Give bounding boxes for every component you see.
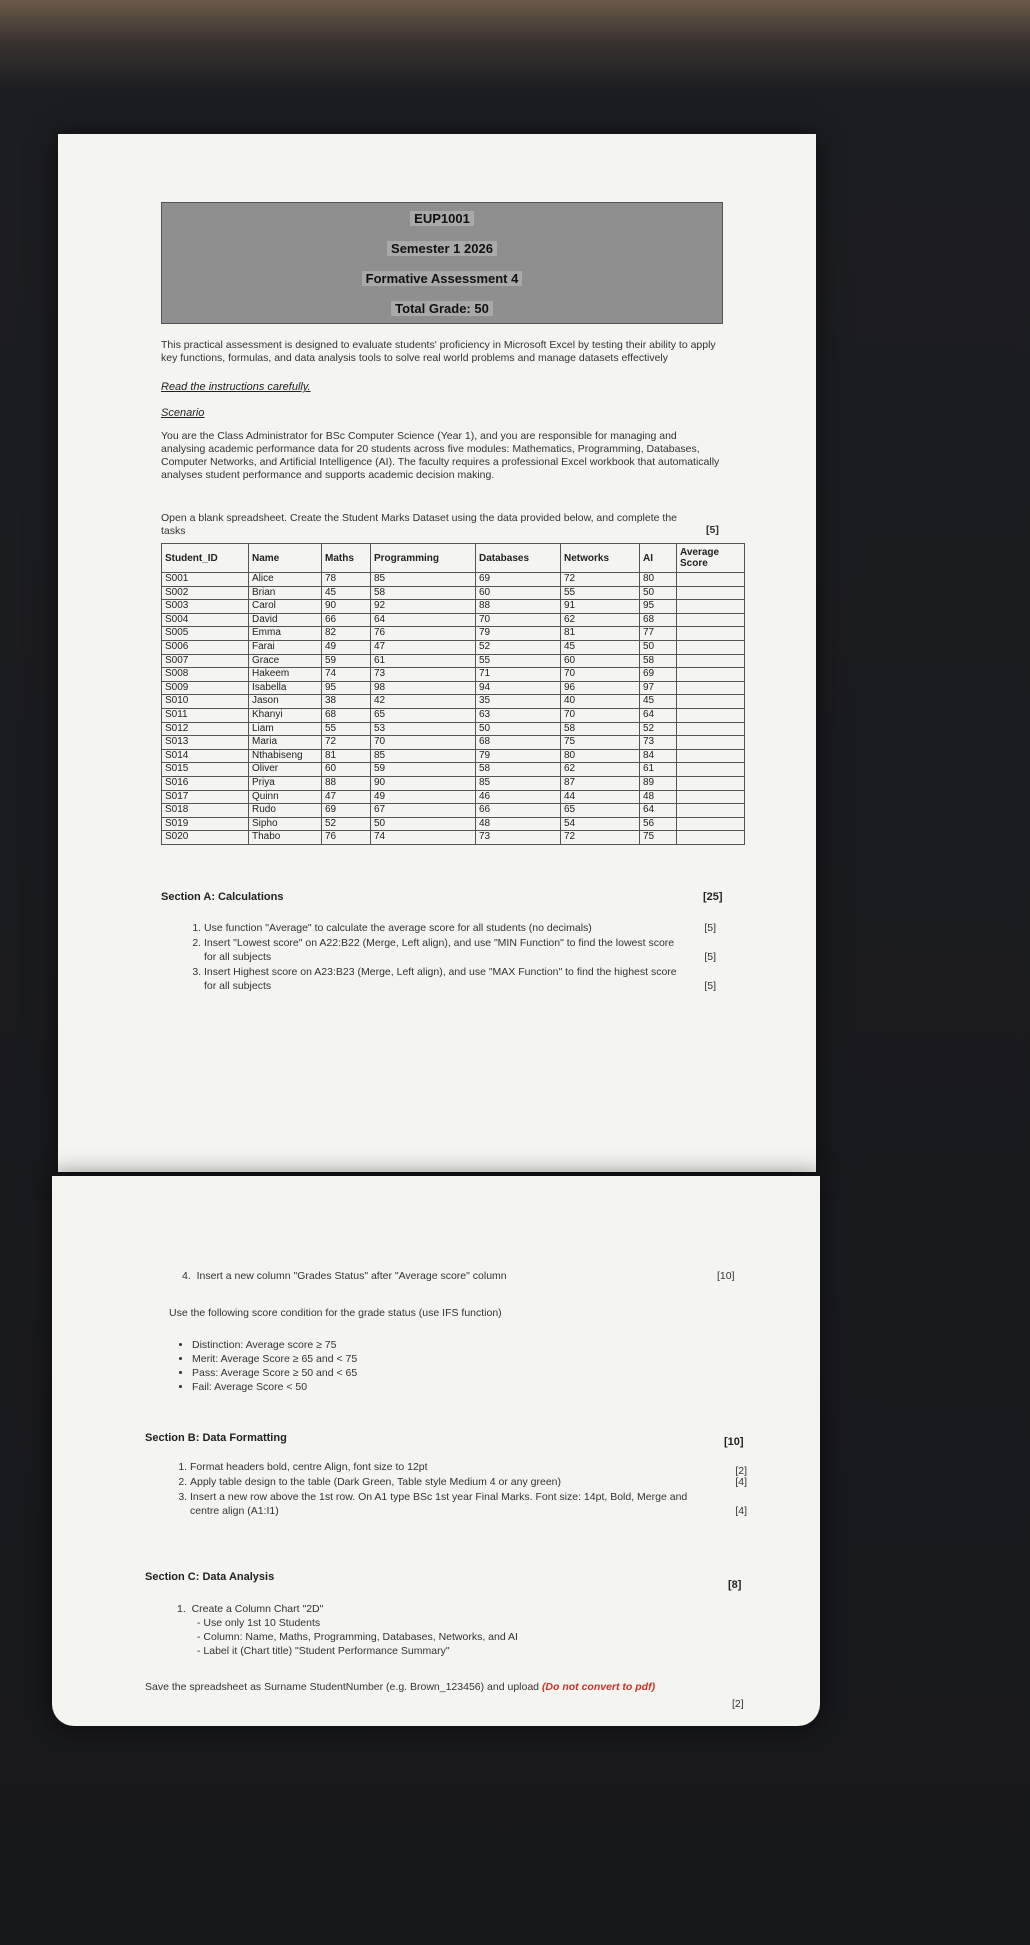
chart-task-students: - Use only 1st 10 Students	[197, 1617, 321, 1629]
table-cell: 73	[476, 831, 561, 845]
table-cell: 70	[371, 736, 476, 750]
table-row	[162, 681, 745, 695]
table-cell: 62	[561, 763, 640, 777]
table-cell: Maria	[249, 736, 322, 750]
table-cell: Oliver	[249, 763, 322, 777]
table-cell	[677, 790, 745, 804]
table-cell	[677, 831, 745, 845]
table-cell: David	[249, 613, 322, 627]
header-name: Name	[249, 544, 322, 573]
table-cell: 89	[640, 776, 677, 790]
table-cell: 55	[322, 722, 371, 736]
table-cell: 46	[476, 790, 561, 804]
table-cell: 80	[561, 749, 640, 763]
scenario-paragraph: You are the Class Administrator for BSc Computer Science (Year 1), and you are responsible for managing and analysing academic performance data for 20 students across five modules: Mathematics, Programming, Databases, Computer Networks, and Artificial Intelligence (AI). The faculty requires a professional Excel workbook that automatically analyses student performance and supports academic decision making.	[161, 430, 720, 481]
table-cell	[677, 695, 745, 709]
table-cell	[677, 573, 745, 587]
table-row	[162, 586, 745, 600]
table-cell	[677, 613, 745, 627]
table-row	[162, 695, 745, 709]
table-cell: S020	[162, 831, 249, 845]
table-row	[162, 776, 745, 790]
table-cell: S019	[162, 817, 249, 831]
table-cell: 66	[476, 804, 561, 818]
table-cell	[677, 817, 745, 831]
table-cell	[677, 804, 745, 818]
read-instructions: Read the instructions carefully.	[161, 381, 311, 393]
table-row	[162, 573, 745, 587]
table-cell: S011	[162, 708, 249, 722]
grade-conditions-list	[152, 1338, 357, 1394]
table-cell: Hakeem	[249, 668, 322, 682]
table-cell: 64	[640, 708, 677, 722]
table-cell: 69	[322, 804, 371, 818]
intro-paragraph: This practical assessment is designed to evaluate students' proficiency in Microsoft Excel by testing their ability to apply key functions, formulas, and data analysis tools to solve real world problems and manage datasets effectively	[161, 339, 716, 364]
table-cell: 85	[371, 573, 476, 587]
table-cell: 45	[322, 586, 371, 600]
table-cell: S014	[162, 749, 249, 763]
table-cell: S002	[162, 586, 249, 600]
table-cell: 76	[322, 831, 371, 845]
condition-pass: • Pass: Average Score ≥ 50 and < 65	[192, 1366, 357, 1380]
table-cell: Nthabiseng	[249, 749, 322, 763]
table-cell: 58	[371, 586, 476, 600]
table-cell: 75	[640, 831, 677, 845]
table-cell: 65	[561, 804, 640, 818]
table-cell	[677, 668, 745, 682]
table-cell: Khanyi	[249, 708, 322, 722]
table-cell: Alice	[249, 573, 322, 587]
condition-fail: • Fail: Average Score < 50	[192, 1380, 357, 1394]
table-cell: 60	[322, 763, 371, 777]
question-4-number: 4.	[182, 1270, 197, 1282]
table-cell: 77	[640, 627, 677, 641]
table-cell: 84	[640, 749, 677, 763]
table-cell: 70	[476, 613, 561, 627]
table-cell: Thabo	[249, 831, 322, 845]
table-cell: 63	[476, 708, 561, 722]
format-question-3: 3. Insert a new row above the 1st row. On A1 type BSc 1st year Final Marks. Font size: 14pt, Bold, Merge and centre align (A1:I1) [4]	[190, 1490, 747, 1518]
condition-distinction: • Distinction: Average score ≥ 75	[192, 1338, 357, 1352]
table-cell: 70	[561, 708, 640, 722]
table-cell: 49	[371, 790, 476, 804]
table-cell: 96	[561, 681, 640, 695]
table-cell: S006	[162, 640, 249, 654]
table-row	[162, 763, 745, 777]
table-cell: 53	[371, 722, 476, 736]
table-cell: 54	[561, 817, 640, 831]
table-cell: 49	[322, 640, 371, 654]
table-cell: 40	[561, 695, 640, 709]
condition-intro: Use the following score condition for the grade status (use IFS function)	[169, 1307, 502, 1319]
format-question-3-mark: [4]	[735, 1505, 747, 1517]
question-2: 2. Insert "Lowest score" on A22:B22 (Merge, Left align), and use "MIN Function" to find the lowest score for all subjects [5]	[204, 936, 716, 964]
table-cell: Jason	[249, 695, 322, 709]
table-cell: 90	[371, 776, 476, 790]
table-cell: 81	[561, 627, 640, 641]
format-question-2-mark: [4]	[735, 1476, 747, 1488]
table-cell: S016	[162, 776, 249, 790]
table-cell: 81	[322, 749, 371, 763]
question-4-mark: [10]	[717, 1270, 735, 1282]
question-3: 3. Insert Highest score on A23:B23 (Merge, Left align), and use "MAX Function" to find the highest score for all subjects [5]	[204, 965, 716, 993]
save-mark: [2]	[732, 1698, 744, 1710]
table-cell: 47	[322, 790, 371, 804]
table-cell: Liam	[249, 722, 322, 736]
document-page-2	[52, 1176, 820, 1726]
table-cell: 87	[561, 776, 640, 790]
table-cell: Farai	[249, 640, 322, 654]
table-cell: 61	[371, 654, 476, 668]
table-cell: Grace	[249, 654, 322, 668]
table-cell: 38	[322, 695, 371, 709]
table-cell: 90	[322, 600, 371, 614]
scenario-heading: Scenario	[161, 407, 205, 419]
section-b-questions	[172, 1460, 747, 1519]
table-cell: S001	[162, 573, 249, 587]
table-cell: 71	[476, 668, 561, 682]
table-row	[162, 613, 745, 627]
table-cell: 91	[561, 600, 640, 614]
header-maths: Maths	[322, 544, 371, 573]
table-cell	[677, 776, 745, 790]
table-cell: S012	[162, 722, 249, 736]
table-cell: 52	[322, 817, 371, 831]
table-cell: 68	[640, 613, 677, 627]
table-cell: S010	[162, 695, 249, 709]
question-2-mark: [5]	[704, 951, 716, 963]
table-cell: 85	[476, 776, 561, 790]
condition-merit: • Merit: Average Score ≥ 65 and < 75	[192, 1352, 357, 1366]
table-cell: 45	[561, 640, 640, 654]
assessment-header	[161, 202, 723, 324]
table-row	[162, 708, 745, 722]
header-ai: AI	[640, 544, 677, 573]
table-cell: 64	[640, 804, 677, 818]
table-cell: 88	[476, 600, 561, 614]
table-cell: 69	[640, 668, 677, 682]
section-b-title: Section B: Data Formatting	[145, 1432, 287, 1444]
task-intro-mark: [5]	[706, 524, 719, 536]
table-cell: 98	[371, 681, 476, 695]
format-question-2: 2. Apply table design to the table (Dark Green, Table style Medium 4 or any green) [4]	[190, 1475, 747, 1489]
table-cell: 95	[640, 600, 677, 614]
table-cell: 52	[476, 640, 561, 654]
table-cell: 55	[561, 586, 640, 600]
table-cell: 64	[371, 613, 476, 627]
table-cell: 92	[371, 600, 476, 614]
table-row	[162, 736, 745, 750]
table-cell: 50	[476, 722, 561, 736]
table-cell: S009	[162, 681, 249, 695]
section-c-mark: [8]	[728, 1579, 742, 1591]
table-cell: Isabella	[249, 681, 322, 695]
table-cell: 74	[371, 831, 476, 845]
document-page-1	[58, 134, 816, 1172]
table-cell: 61	[640, 763, 677, 777]
table-cell: S018	[162, 804, 249, 818]
table-cell: 47	[371, 640, 476, 654]
table-cell: 95	[322, 681, 371, 695]
table-row	[162, 722, 745, 736]
table-row	[162, 640, 745, 654]
question-1-mark: [5]	[704, 922, 716, 934]
table-cell: 75	[561, 736, 640, 750]
table-cell: 72	[561, 573, 640, 587]
table-cell: 88	[322, 776, 371, 790]
section-c-title: Section C: Data Analysis	[145, 1571, 275, 1583]
table-cell: Brian	[249, 586, 322, 600]
table-cell: 79	[476, 749, 561, 763]
table-cell: 73	[640, 736, 677, 750]
table-row	[162, 749, 745, 763]
table-cell: 59	[371, 763, 476, 777]
table-cell	[677, 722, 745, 736]
table-cell	[677, 681, 745, 695]
task-intro: Open a blank spreadsheet. Create the Student Marks Dataset using the data provided below, and complete the tasks	[161, 512, 677, 537]
header-programming: Programming	[371, 544, 476, 573]
section-c-tasks	[177, 1602, 518, 1658]
total-grade: Total Grade: 50	[391, 301, 493, 316]
table-cell: 58	[640, 654, 677, 668]
table-cell: Sipho	[249, 817, 322, 831]
assessment-title: Formative Assessment 4	[362, 271, 523, 286]
table-cell: 69	[476, 573, 561, 587]
chart-task-columns: - Column: Name, Maths, Programming, Databases, Networks, and AI	[197, 1631, 518, 1643]
section-b-mark: [10]	[724, 1436, 744, 1448]
table-cell: 58	[476, 763, 561, 777]
table-cell: 50	[371, 817, 476, 831]
table-cell: 45	[640, 695, 677, 709]
table-cell: 52	[640, 722, 677, 736]
table-cell: 55	[476, 654, 561, 668]
table-cell: S004	[162, 613, 249, 627]
table-body	[162, 573, 745, 845]
table-cell: 72	[322, 736, 371, 750]
table-cell: 82	[322, 627, 371, 641]
course-code: EUP1001	[410, 211, 474, 226]
table-row	[162, 790, 745, 804]
table-cell: 79	[476, 627, 561, 641]
table-cell: 50	[640, 640, 677, 654]
table-cell: S013	[162, 736, 249, 750]
table-cell: S008	[162, 668, 249, 682]
table-cell: 48	[476, 817, 561, 831]
table-row	[162, 627, 745, 641]
table-cell: 56	[640, 817, 677, 831]
table-cell: 73	[371, 668, 476, 682]
table-cell: 42	[371, 695, 476, 709]
table-cell: S003	[162, 600, 249, 614]
question-1: 1. Use function "Average" to calculate the average score for all students (no decimals) [5]	[204, 921, 716, 935]
table-cell: 58	[561, 722, 640, 736]
header-student-id: Student_ID	[162, 544, 249, 573]
table-cell: 62	[561, 613, 640, 627]
format-question-1: 1. Format headers bold, centre Align, font size to 12pt [2]	[190, 1460, 747, 1474]
header-databases: Databases	[476, 544, 561, 573]
table-cell	[677, 654, 745, 668]
table-cell: 67	[371, 804, 476, 818]
table-cell: 68	[322, 708, 371, 722]
header-networks: Networks	[561, 544, 640, 573]
table-row	[162, 804, 745, 818]
table-cell: 76	[371, 627, 476, 641]
table-cell: Emma	[249, 627, 322, 641]
table-cell	[677, 763, 745, 777]
table-cell: Rudo	[249, 804, 322, 818]
table-cell	[677, 627, 745, 641]
question-4: 4. Insert a new column "Grades Status" after "Average score" column	[182, 1270, 507, 1282]
format-question-1-mark: [2]	[735, 1465, 747, 1477]
table-cell: S017	[162, 790, 249, 804]
question-3-mark: [5]	[704, 980, 716, 992]
student-marks-table	[161, 543, 745, 845]
table-row	[162, 668, 745, 682]
table-cell: S005	[162, 627, 249, 641]
table-cell: 50	[640, 586, 677, 600]
table-cell: 70	[561, 668, 640, 682]
table-cell: 66	[322, 613, 371, 627]
table-cell: 35	[476, 695, 561, 709]
table-cell: S015	[162, 763, 249, 777]
save-instructions: Save the spreadsheet as Surname StudentNumber (e.g. Brown_123456) and upload (Do not convert to pdf)	[145, 1681, 656, 1693]
table-cell: 60	[476, 586, 561, 600]
table-row	[162, 817, 745, 831]
table-cell: 48	[640, 790, 677, 804]
table-cell	[677, 586, 745, 600]
table-row	[162, 654, 745, 668]
table-row	[162, 831, 745, 845]
chart-task-main: 1. Create a Column Chart "2D"	[177, 1603, 324, 1615]
table-cell: 74	[322, 668, 371, 682]
save-warning: (Do not convert to pdf)	[541, 1681, 656, 1693]
table-cell: 72	[561, 831, 640, 845]
table-cell: Carol	[249, 600, 322, 614]
table-cell: 78	[322, 573, 371, 587]
table-cell	[677, 600, 745, 614]
table-row	[162, 600, 745, 614]
table-cell	[677, 640, 745, 654]
table-cell: S007	[162, 654, 249, 668]
table-cell: 68	[476, 736, 561, 750]
section-a-title: Section A: Calculations	[161, 891, 284, 903]
table-cell: 44	[561, 790, 640, 804]
table-header-row	[162, 544, 745, 573]
table-cell: 59	[322, 654, 371, 668]
section-a-questions	[186, 921, 716, 994]
table-cell: 85	[371, 749, 476, 763]
table-cell: 60	[561, 654, 640, 668]
table-cell: 97	[640, 681, 677, 695]
table-cell: Quinn	[249, 790, 322, 804]
table-cell: 80	[640, 573, 677, 587]
semester-label: Semester 1 2026	[387, 241, 497, 256]
table-cell	[677, 708, 745, 722]
table-cell	[677, 749, 745, 763]
header-average-score: Average Score	[677, 544, 745, 573]
section-a-mark: [25]	[703, 891, 723, 903]
table-cell: Priya	[249, 776, 322, 790]
chart-task-title: - Label it (Chart title) "Student Performance Summary"	[197, 1645, 450, 1657]
table-cell	[677, 736, 745, 750]
table-cell: 94	[476, 681, 561, 695]
table-cell: 65	[371, 708, 476, 722]
